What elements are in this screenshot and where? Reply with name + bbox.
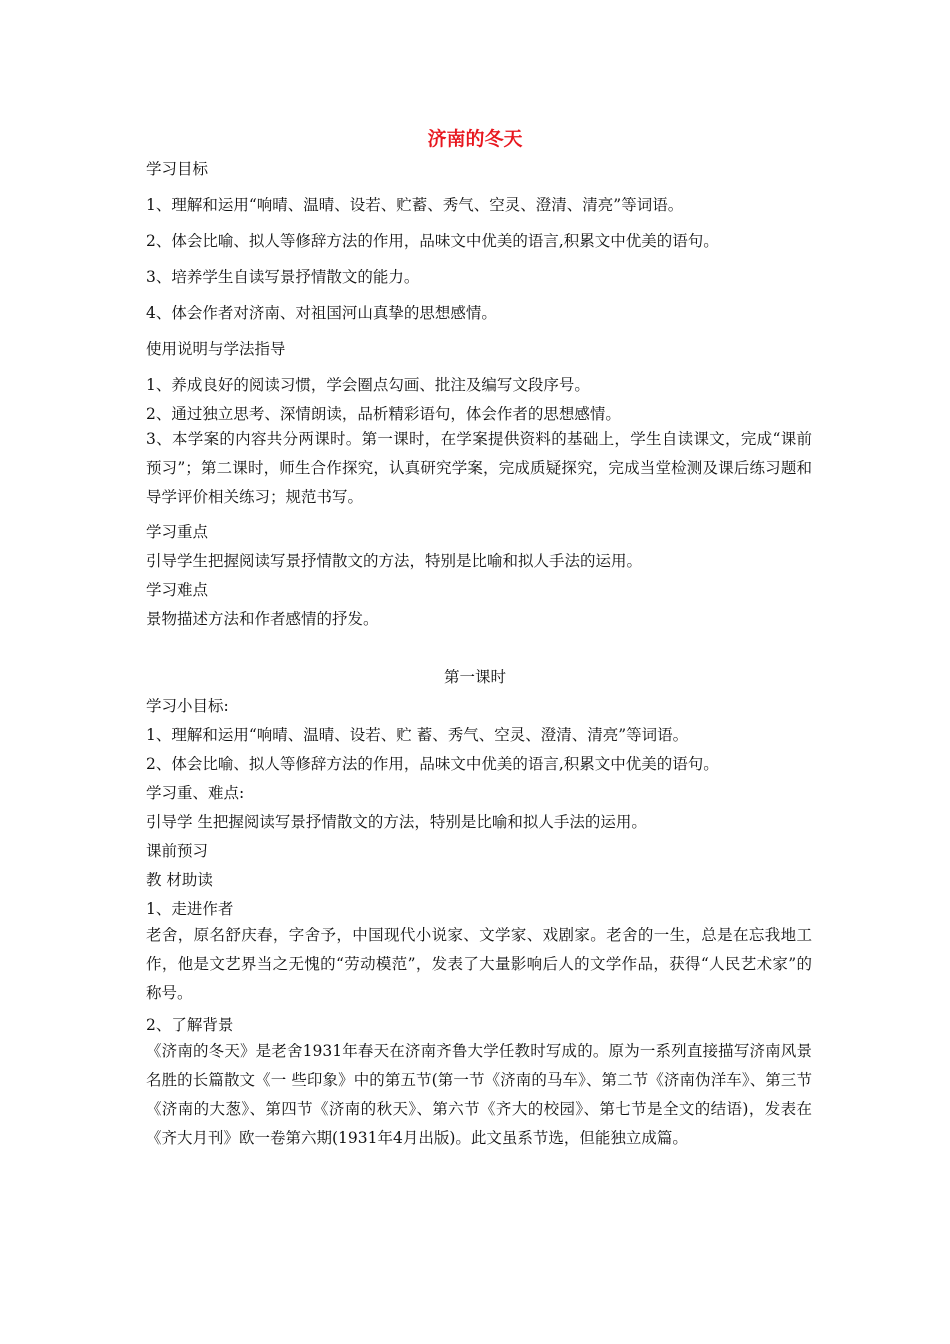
lesson-heading: 第一课时 [443,668,506,686]
usage-item: 3、本学案的内容共分两课时。第一课时，在学案提供资料的基础上，学生自读课文，完成“课前预习”；第二课时，师生合作探究，认真研究学案，完成质疑探究，完成当堂检测及课后练习题和导学评价相关练习；规范书写。 [146,430,812,506]
sub-goals-heading: 学习小目标: [146,697,229,715]
difficulty-heading: 学习难点 [146,581,209,599]
key-text: 引导学 生把握阅读写景抒情散文的方法，特别是比喻和拟人手法的运用。 [146,813,647,831]
usage-heading: 使用说明与学法指导 [146,340,286,358]
author-heading: 1、走进作者 [146,900,234,918]
goal-item: 4、体会作者对济南、对祖国河山真挚的思想感情。 [146,304,497,322]
goals-heading: 学习目标 [146,160,209,178]
page-title: 济南的冬天 [427,128,523,150]
sub-goal-item: 1、理解和运用“响晴、温晴、设若、贮 蓄、秀气、空灵、澄清、清亮”等词语。 [146,726,689,744]
background-heading: 2、了解背景 [146,1016,234,1034]
focus-heading: 学习重点 [146,523,209,541]
author-text: 老舍，原名舒庆春，字舍予，中国现代小说家、文学家、戏剧家。老舍的一生，总是在忘我地工作，他是文艺界当之无愧的“劳动模范”，发表了大量影响后人的文学作品，获得“人民艺术家”的称号。 [146,926,812,1002]
usage-item: 1、养成良好的阅读习惯，学会圈点勾画、批注及编写文段序号。 [146,376,590,394]
material-heading: 教 材助读 [146,871,213,889]
key-heading: 学习重、难点: [146,784,245,802]
usage-item: 2、通过独立思考、深情朗读，品析精彩语句，体会作者的思想感情。 [146,405,621,423]
goal-item: 1、理解和运用“响晴、温晴、设若、贮蓄、秀气、空灵、澄清、清亮”等词语。 [146,196,684,214]
preview-heading: 课前预习 [146,842,209,860]
sub-goal-item: 2、体会比喻、拟人等修辞方法的作用，品味文中优美的语言,积累文中优美的语句。 [146,755,719,773]
difficulty-text: 景物描述方法和作者感情的抒发。 [146,610,379,628]
background-text: 《济南的冬天》是老舍1931年春天在济南齐鲁大学任教时写成的。原为一系列直接描写济南风景名胜的长篇散文《一 些印象》中的第五节(第一节《济南的马车》、第二节《济南伪洋车》、第三节 《济南的大葱》、第四节《济南的秋天》、第六节《齐大的校园》、第七节是全文的结语)，发表在《齐大月刊》欧一卷第六期(1931年4月出版)。此文虽系节选，但能独立成篇。 [146,1042,812,1147]
goal-item: 2、体会比喻、拟人等修辞方法的作用，品味文中优美的语言,积累文中优美的语句。 [146,232,719,250]
focus-text: 引导学生把握阅读写景抒情散文的方法，特别是比喻和拟人手法的运用。 [146,552,643,570]
goal-item: 3、培养学生自读写景抒情散文的能力。 [146,268,420,286]
